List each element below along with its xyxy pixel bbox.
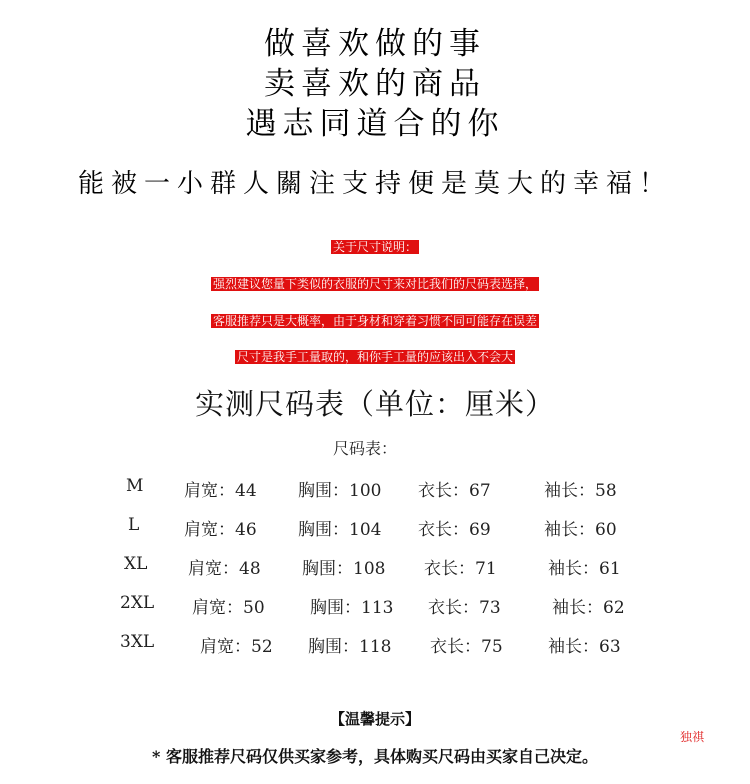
shoulder-width: 肩宽：48 [188, 559, 261, 579]
size-note-row [0, 236, 750, 255]
chest-size: 胸围：108 [302, 559, 386, 579]
shoulder-width: 肩宽：52 [200, 637, 273, 657]
size-note-row [0, 310, 750, 329]
size-note-heading: 关于尺寸说明： [332, 240, 417, 254]
shoulder-width: 肩宽：46 [184, 520, 257, 540]
chest-size: 胸围：104 [298, 520, 382, 540]
size-label: L [128, 515, 140, 535]
slogan-line-1: 做喜欢做的事 [264, 26, 486, 62]
chest-size: 胸围：113 [310, 598, 394, 618]
sleeve-length: 袖长：60 [544, 520, 617, 540]
table-subtitle: 尺码表： [332, 439, 397, 458]
size-note-line: 客服推荐只是大概率，由于身材和穿着习惯不同可能存在误差 [212, 314, 537, 328]
body-length: 衣长：75 [430, 637, 503, 657]
body-length: 衣长：71 [424, 559, 497, 579]
chest-size: 胸围：118 [308, 637, 392, 657]
size-label: 3XL [120, 632, 155, 652]
size-note-row [0, 273, 750, 292]
body-length: 衣长：67 [418, 481, 491, 501]
shoulder-width: 肩宽：44 [184, 481, 257, 501]
tip-text: * 客服推荐尺码仅供买家参考，具体购买尺码由买家自己决定。 [152, 747, 598, 766]
size-note-line: 强烈建议您量下类似的衣服的尺寸来对比我们的尺码表选择， [212, 277, 537, 291]
body-length: 衣长：69 [418, 520, 491, 540]
size-label: 2XL [120, 593, 155, 613]
size-label: XL [124, 554, 148, 574]
slogan-line-3: 遇志同道合的你 [245, 106, 505, 142]
sleeve-length: 袖长：63 [548, 637, 621, 657]
tip-title: 【温馨提示】 [329, 710, 420, 728]
sleeve-length: 袖长：58 [544, 481, 617, 501]
tagline: 能被一小群人關注支持便是莫大的幸福！ [77, 169, 672, 199]
size-note-row [0, 346, 750, 365]
size-label: M [126, 476, 144, 496]
watermark-text: 独祺 [680, 730, 705, 744]
sleeve-length: 袖长：61 [548, 559, 621, 579]
sleeve-length: 袖长：62 [552, 598, 625, 618]
table-title: 实测尺码表（单位：厘米） [194, 387, 555, 421]
size-note-line: 尺寸是我手工量取的，和你手工量的应该出入不会大 [236, 350, 513, 364]
chest-size: 胸围：100 [298, 481, 382, 501]
body-length: 衣长：73 [428, 598, 501, 618]
slogan-line-2: 卖喜欢的商品 [264, 66, 486, 102]
shoulder-width: 肩宽：50 [192, 598, 265, 618]
